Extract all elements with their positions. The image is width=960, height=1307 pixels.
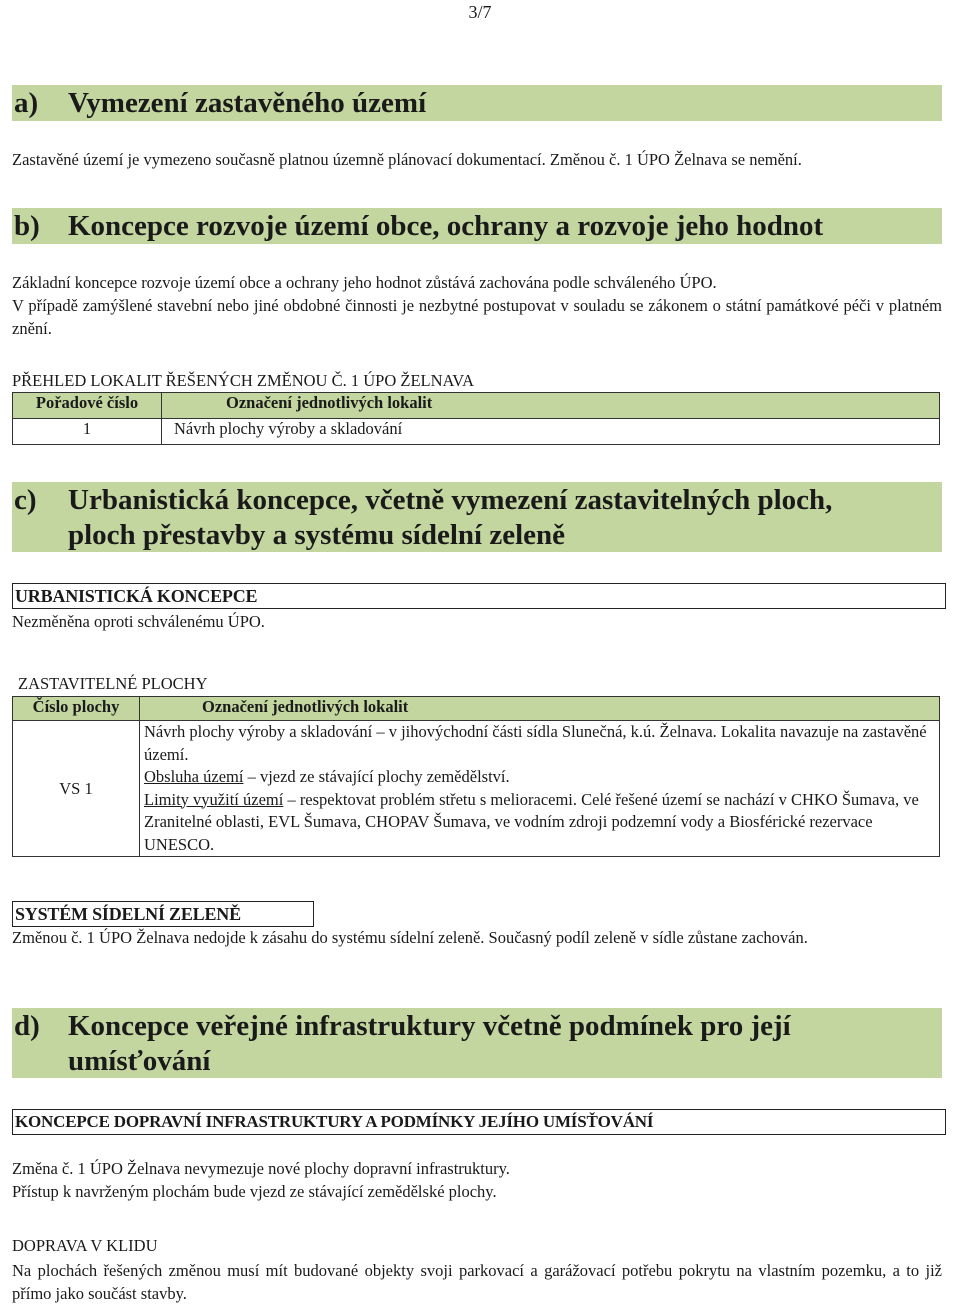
page-number: 3/7: [468, 2, 492, 22]
cell-plot-id: VS 1: [13, 721, 140, 857]
obsluha-text: – vjezd ze stávající plochy zemědělství.: [243, 767, 510, 786]
transport-text2: Přístup k navrženým plochám bude vjezd ze stávající zemědělské plochy.: [12, 1182, 497, 1201]
transport-heading: KONCEPCE DOPRAVNÍ INFRASTRUKTURY A PODMÍNKY JEJÍHO UMÍSŤOVÁNÍ: [12, 1109, 946, 1135]
urban-concept-text: Nezměněna oproti schválenému ÚPO.: [12, 612, 265, 631]
section-a-text: Zastavěné území je vymezeno současně platnou územně plánovací dokumentací. Změnou č. 1 ÚPO Želnava se nemění.: [12, 150, 802, 169]
table-row: [13, 721, 940, 857]
parking-title: DOPRAVA V KLIDU: [12, 1236, 158, 1255]
section-b-text1: Základní koncepce rozvoje území obce a ochrany jeho hodnot zůstává zachována podle schváleného ÚPO.: [12, 273, 717, 292]
green-system-heading: SYSTÉM SÍDELNÍ ZELENĚ: [12, 901, 314, 927]
limity-text: – respektovat problém střetu s melioracemi. Celé řešené území se nachází v CHKO Šumava, ve Zranitelné oblasti, EVL Šumava, CHOPAV Šumava, ve vodním zdroji podzemní vody a Biosférické rezervace UNESCO.: [144, 789, 919, 854]
green-system-text: Změnou č. 1 ÚPO Želnava nedojde k zásahu do systému sídelní zeleně. Současný podíl zeleně v sídle zůstane zachován.: [12, 928, 808, 947]
section-c-title-line1: Urbanistická koncepce, včetně vymezení zastavitelných ploch,: [68, 484, 833, 516]
section-d-title-line1: Koncepce veřejné infrastruktury včetně podmínek pro její: [68, 1010, 791, 1042]
section-b-text2: V případě zamýšlené stavební nebo jiné obdobné činnosti je nezbytné postupovat v souladu se zákonem o státní památkové péči v platném znění.: [12, 296, 942, 338]
table-header-row: [13, 393, 940, 419]
section-c-letter: c): [14, 484, 37, 516]
cell-order: 1: [13, 419, 162, 445]
overview-table: [12, 392, 940, 445]
urban-concept-heading: URBANISTICKÁ KONCEPCE: [12, 583, 946, 609]
section-b-title: Koncepce rozvoje území obce, ochrany a rozvoje jeho hodnot: [68, 210, 824, 242]
col-header-order: Pořadové číslo: [13, 393, 162, 419]
table-row: [13, 419, 940, 445]
section-a-heading: [12, 85, 942, 121]
col-header-name: Označení jednotlivých lokalit: [162, 393, 940, 419]
section-a-title: Vymezení zastavěného území: [68, 87, 427, 119]
col-header-name: Označení jednotlivých lokalit: [140, 697, 940, 721]
overview-title: PŘEHLED LOKALIT ŘEŠENÝCH ZMĚNOU Č. 1 ÚPO ŽELNAVA: [12, 371, 475, 390]
section-d-letter: d): [14, 1010, 40, 1042]
obsluha-label: Obsluha území: [144, 767, 244, 786]
transport-text1: Změna č. 1 ÚPO Želnava nevymezuje nové plochy dopravní infrastruktury.: [12, 1159, 510, 1178]
plot-obsluha: [144, 766, 935, 789]
table-header-row: [13, 697, 940, 721]
zastavitelne-title: ZASTAVITELNÉ PLOCHY: [18, 674, 208, 693]
section-c-heading: [12, 482, 942, 552]
cell-plot-description: [140, 721, 940, 857]
plot-limity: [144, 789, 935, 857]
section-b-heading: [12, 208, 942, 244]
section-d-title-line2: umísťování: [68, 1045, 211, 1077]
section-a-letter: a): [14, 87, 39, 119]
parking-text: Na plochách řešených změnou musí mít budované objekty svoji parkovací a garážovací potřebu pokrytu na vlastním pozemku, a to již přímo jako součást stavby.: [12, 1261, 942, 1303]
cell-name: Návrh plochy výroby a skladování: [162, 419, 940, 445]
zastavitelne-table: [12, 696, 940, 857]
col-header-number: Číslo plochy: [13, 697, 140, 721]
section-d-heading: [12, 1008, 942, 1078]
limity-label: Limity využití území: [144, 789, 284, 809]
plot-desc: Návrh plochy výroby a skladování – v jihovýchodní části sídla Slunečná, k.ú. Želnava. Lokalita navazuje na zastavěné území.: [144, 722, 927, 764]
section-c-title-line2: ploch přestavby a systému sídelní zeleně: [68, 519, 566, 551]
section-b-letter: b): [14, 210, 40, 242]
